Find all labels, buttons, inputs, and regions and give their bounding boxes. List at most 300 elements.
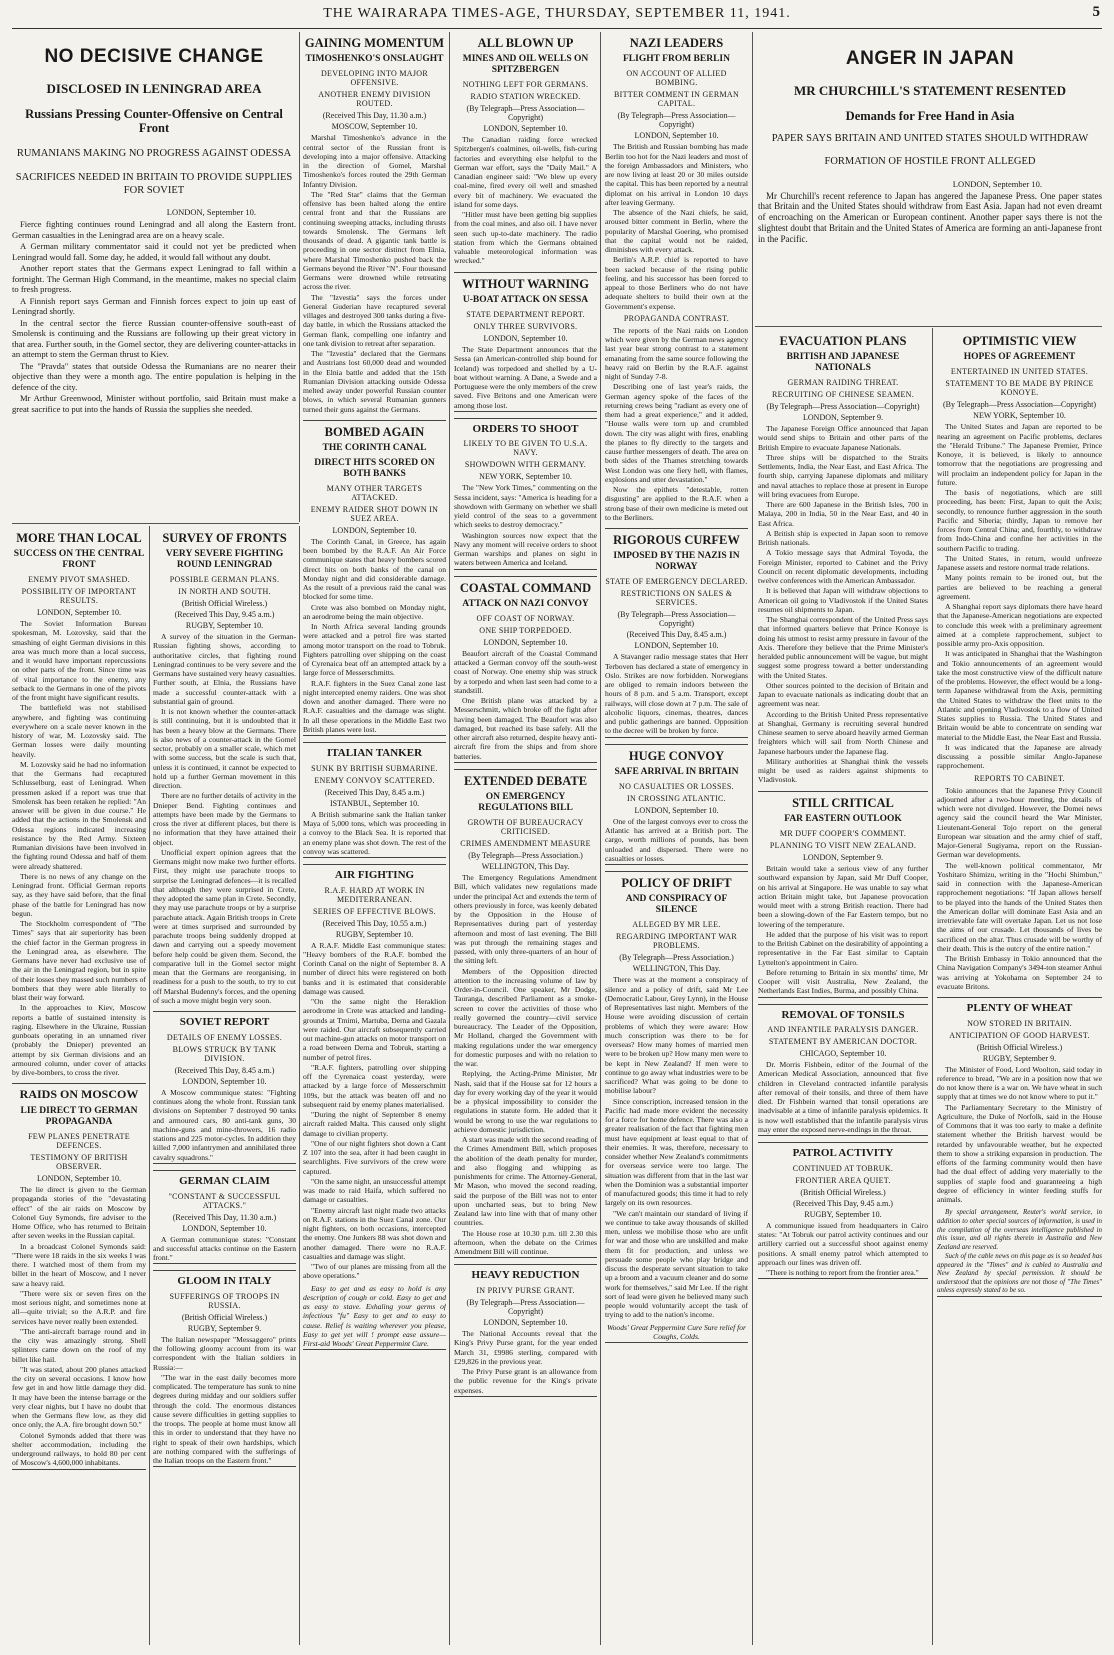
paragraph: A British ship is expected in Japan soon to remove British nationals. (758, 528, 928, 548)
deck: STATEMENT TO BE MADE BY PRINCE KONOYE. (945, 379, 1094, 398)
deck: SUFFERINGS OF TROOPS IN RUSSIA. (169, 1291, 280, 1310)
deck: TESTIMONY OF BRITISH OBSERVER. (30, 1153, 128, 1172)
article-body (454, 483, 597, 567)
deck: Demands for Free Hand in Asia (845, 108, 1015, 123)
article-body (937, 422, 1102, 770)
deck: DIRECT HITS SCORED ON BOTH BANKS (314, 458, 435, 480)
paragraph: Britain would take a serious view of any further southward expansion by Japan, said Mr Duff Cooper, on his arrival at Singapore. He was unable to say what action Britain might take, but Japanese provocation would meet with a strong British reaction. There had been a slowing-down of the Far Eastern tempo, but no lowering of the temperature. (758, 864, 928, 929)
credit: (British Official Wireless.) (800, 1187, 886, 1197)
article-body (12, 219, 296, 414)
headline: RIGOROUS CURFEW (613, 533, 740, 548)
paragraph: Mr Arthur Greenwood, Minister without portfolio, said Britain must make a great sacrifice to put into the hands of Russia the supplies she needed. (12, 393, 296, 414)
paragraph: A R.A.F. Middle East communique states: "Heavy bombers of the R.A.F. bombed the Corinth Canal on the night of September 8. A number of direct hits were registered on both banks and it is estimated that considerable damage was caused. (303, 940, 446, 996)
deck: RECRUITING OF CHINESE SEAMEN. (771, 390, 915, 400)
paragraph: Military authorities at Shanghai think the vessels might be used as raiders against shipments to Vladivostok. (758, 756, 928, 785)
paragraph: Marshal Timoshenko's advance in the central sector of the Russian front is developing into a major offensive. Attacking in the direction of Gomel, Marshal Timoshenko's forces routed the 29th German Infantry Division. (303, 133, 446, 189)
paragraph: "The war in the east daily becomes more complicated. The temperature has sunk to nine degrees during midday and our soldiers suffer through the cold. The enormous distances cause severe difficulties in getting supplies to the troops. The people at home must know all this in order to understand that they have no right to speak of their own hardships, which are nothing compared with the sufferings of the Italian troops on the Eastern front." (153, 1372, 296, 1466)
section-rule (755, 326, 1102, 327)
paragraph: According to the British United Press representative at Shanghai, Germany is recruiting several hundred Chinese seamen to serve aboard heavily armed German freighters which will sail from North Chinese and Japanese harbours under the Japanese flag. (758, 709, 928, 756)
column-a (12, 527, 146, 1645)
deck: RESTRICTIONS ON SALES & SERVICES. (620, 589, 733, 608)
article-extended-debate (454, 769, 597, 1258)
received-note: (Received This Day, 11.30 a.m.) (172, 1212, 277, 1222)
headline: SOVIET REPORT (179, 1016, 270, 1029)
deck: BLOWS STRUCK BY TANK DIVISION. (172, 1044, 277, 1063)
headline: COASTAL COMMAND (459, 580, 592, 595)
paragraph: The "Izvestia" says the forces under General Guderian have recaptured several villages and destroyed 300 tanks during a five-day battle, in which the Russians attacked the German flank, compelling one infantry and one tank division to retreat after separation. (303, 292, 446, 348)
article-body (605, 142, 748, 311)
paragraph: A Stavanger radio message states that Herr Terboven has declared a state of emergency in Oslo. Strikes are now forbidden. Norwegians are obliged to remain indoors between the hours of 8 p.m. and 5 a.m. Transport, except railways, will close down at 7 p.m. The sale of alcoholic liquors, cinemas, theatres, dances and public gatherings are banned. Opposition to the decree will be broken by force. (605, 652, 748, 736)
deck: Russians Pressing Counter-Offensive on Central Front (25, 106, 283, 136)
article-nazi-leaders (605, 36, 748, 522)
deck: NOTHING LEFT FOR GERMANS. (462, 80, 589, 90)
dateline: LONDON, September 10. (37, 608, 121, 618)
article-removal-of-tonsils (758, 1004, 928, 1137)
paragraph: Such of the cable news on this page as is so headed has appeared in the "Times" and is cabled to Australia and New Zealand by special permission. It should be understood that the opinions are not those of "The Times" unless expressly stated to be so. (937, 1252, 1102, 1295)
dateline: LONDON, September 10. (37, 1174, 121, 1184)
paragraph: In the approaches to Kiev, Moscow reports a battle of sustained intensity is raging. Elsewhere in the Ukraine, Russian gunboats operating in an unnamed river (probably the Dnieper) prevented an attempt by six German divisions and an armoured column, under cover of attacks by dive-bombers, to cross the river. (12, 1003, 146, 1078)
paragraph: A start was made with the second reading of the Crimes Amendment Bill, which proposes the abolition of the death penalty for murder, and also flogging and whipping as punishments for crime. The Attorney-General, Mr Mason, who moved the second reading, said the purpose of the Bill was not to enter upon uncharted seas, but to bring New Zealand law into line with that of many other countries. (454, 1135, 597, 1228)
deck: ANTICIPATION OF GOOD HARVEST. (949, 1030, 1090, 1040)
paragraph: There are 600 Japanese in the British Isles, 700 in Malaya, 200 in India, 50 in the Near East, and 40 in East Africa. (758, 500, 928, 528)
article-body (605, 975, 748, 1319)
deck: AND CONSPIRACY OF SILENCE (625, 894, 728, 916)
paragraph: A British submarine sank the Italian tanker Maya of 5,000 tons, which was proceeding in a convoy to the Black Sea. It is reported that an enemy plane was shot down. The rest of the convoy was scattered. (303, 809, 446, 856)
deck: SERIES OF EFFECTIVE BLOWS. (313, 906, 436, 916)
deck: LIE DIRECT TO GERMAN PROPAGANDA (20, 1106, 138, 1128)
credit: (By Telegraph—Press Association.) (619, 953, 734, 963)
column-rule (449, 32, 450, 1645)
dateline: RUGBY, September 9. (187, 1323, 262, 1333)
credit: (By Telegraph—Press Association—Copyright) (617, 111, 736, 130)
paragraph: "Two of our planes are missing from all the above operations." (303, 1262, 446, 1281)
paragraph: The "Red Star" claims that the German offensive has been halted along the entire central front and that the Russians are continuing sweeping attacks, including thrusts towards Smolensk. The Germans left thousands of dead. A gigantic tank battle is proceeding in one sector distinct from Elnia, where Marshal Timoshenko pushed back the Germans beyond the River "N". Four thousand Germans were drowned while retreating across the river. (303, 189, 446, 292)
paragraph: The Italian newspaper "Messaggero" prints the following gloomy account from its war correspondent with the Italian soldiers in Russia:— (153, 1334, 296, 1372)
dateline: LONDON, September 9. (803, 413, 883, 423)
article-orders-to-shoot (454, 418, 597, 570)
deck: POSSIBILITY OF IMPORTANT RESULTS. (21, 587, 137, 606)
headline: ANGER IN JAPAN (845, 48, 1015, 69)
deck: NO CASUALTIES OR LOSSES. (619, 781, 734, 791)
column-d (454, 34, 597, 1644)
paragraph: There are no further details of activity in the Dnieper Bend. Fighting continues and attempts have been made by the Germans to cross the river at different places, but there is no information that they have attained their object. (153, 791, 296, 847)
received-note: (Received This Day, 10.55 a.m.) (322, 918, 427, 928)
paragraph: The British and Russian bombing has made Berlin too hot for the Nazi leaders and most of the foreign Ambassadors and Ministers, who are now living at least 20 or 30 miles outside the capital. This has been reported by a neutral diplomat on his arrival in London 10 days after leaving Germany. (605, 142, 748, 207)
deck: STATE OF EMERGENCY DECLARED. (605, 577, 748, 587)
paragraph: Tokio announces that the Japanese Privy Council adjourned after a two-hour meeting, the details of which were not divulged. However, the Domei news agency said the council heard the War Minister, Lieutenant-General Tojo report on the general European war situation and the army chief of staff, Major-General Sugiyama, report on the Russian-German war developments. (937, 785, 1102, 860)
deck: BITTER COMMENT IN GERMAN CAPITAL. (613, 90, 740, 109)
deck: ATTACK ON NAZI CONVOY (462, 599, 589, 610)
paragraph: The Parliamentary Secretary to the Ministry of Agriculture, the Duke of Norfolk, said in the House of Commons that it was too early to make a definite statement whether the British harvest would be retarded by unfavourable weather, but he expected them to show a striking expansion in production. The efforts of the farming community would then have had the dual effect of adding very materially to the supplies of staple food and guaranteeing a high degree of efficiency in winter feeding stuffs for animals. (937, 1102, 1102, 1205)
deck: ON EMERGENCY REGULATIONS BILL (478, 792, 573, 814)
headline: MORE THAN LOCAL (16, 531, 142, 545)
deck: DETAILS OF ENEMY LOSSES. (166, 1032, 283, 1042)
credit: (British Official Wireless.) (181, 1312, 268, 1322)
paragraph: Describing one of last year's raids, the German agency spoke of the faces of the returning crews being "radiant as every one of them had a great experience," and it added, "House walls were torn up and crumbled down. The city was alight with fires, enabling the planes to fly directly to the targets and cause further messengers of death. The area on both sides of the Thames stretching towards West London was one fiery hell, with flames, explosions and utter devastation." (605, 382, 748, 484)
deck: ONE SHIP TORPEDOED. (479, 625, 572, 635)
article-body (454, 1329, 597, 1395)
deck: GROWTH OF BUREAUCRACY CRITICISED. (467, 818, 584, 837)
paragraph: There was at the moment a conspiracy of silence and a policy of drift, said Mr Lee (Democratic Labour, Grey Lynn), in the House of Representatives last night. Members of the House were avoiding discussion of certain problems of which they were aware: How much conscription was there to be for overseas? How many homes of married men were to be broken up? How many men were to be kept in New Zealand? If men were to continue to go away what industries were to be sacrificed? What was going to be done to mobilise labour? (605, 975, 748, 1096)
credit: (By Telegraph—Press Association.) (468, 851, 583, 861)
deck: "CONSTANT & SUCCESSFUL ATTACKS." (168, 1191, 281, 1210)
dateline: RUGBY, September 10. (804, 1209, 882, 1219)
paragraph: The Corinth Canal, in Greece, has again been bombed by the R.A.F. An Air Force communique states that heavy bombers scored direct hits on both banks of the canal on Monday night and did considerable damage. As the result of a previous raid the canal was blocked for some time. (303, 536, 446, 602)
headline: NAZI LEADERS (629, 36, 724, 50)
column-f (758, 330, 928, 1645)
deck: THE CORINTH CANAL (322, 443, 427, 454)
paragraph: In a broadcast Colonel Symonds said: "There were 18 raids in the six weeks I was there. I watched most of them from my billet in the heart of Moscow, and I never saw a heavy raid. (12, 1241, 146, 1288)
deck: FRONTIER AREA QUIET. (795, 1175, 891, 1185)
paragraph: The United States and Japan are reported to be nearing an agreement on Pacific problems, declares the "Herald Tribune." The Japanese Premier, Prince Konoye, it is believed, is likely to announce tomorrow that the negotiations are progressing and will proclaim an independent policy for Japan in the future. (937, 422, 1102, 487)
headline: NO DECISIVE CHANGE (44, 46, 264, 67)
dateline: MOSCOW, September 10. (331, 122, 418, 132)
paragraph: Replying, the Acting-Prime Minister, Mr Nash, said that if the House sat for 12 hours a day for every working day of the year it would be a physical impossibility to consider the regulations in statute form. He added that it would be wrong to use the war regulations to achieve domestic jurisdiction. (454, 1069, 597, 1134)
paragraph: Fierce fighting continues round Leningrad and all along the Eastern front. German casualties in the Leningrad area are on a heavy scale. (12, 219, 296, 240)
paragraph: The well-known political commentator, Mr Yoshitaro Shimizu, writing in the "Hochi Shimbun," said in connection with the Japanese-American rapprochement negotiations: "If Japan allows herself to be played into the hands of the United States then the American dollar will dominate East Asia and an irretrievable fate will overtake Japan. Let us not lose the aims of our crusade. Let thousands of lives be sacrificed on the altar. Thus crusade will be worthy of their death. This is the outcry of the entire nation." (937, 860, 1102, 953)
article-without-warning (454, 272, 597, 412)
deck: MR CHURCHILL'S STATEMENT RESENTED (794, 83, 1066, 98)
deck: IN NORTH AND SOUTH. (178, 587, 271, 597)
article-momentum (303, 36, 446, 414)
paragraph: The absence of the Nazi chiefs, he said, aroused bitter comment in Berlin, where the popularity of Marshal Goering, who promised that the capital would not be raided, diminishes with every attack. (605, 208, 748, 255)
column-rule (600, 32, 601, 1645)
ad-text: Woods' Great Peppermint Cure Sure relief for Coughs, Colds. (607, 1322, 746, 1341)
dateline: WELLINGTON, This Day. (632, 964, 721, 974)
paragraph: Unofficial expert opinion agrees that the Germans might now make two further efforts. First, they might use parachute troops to surprise the Leningrad defences—it is recalled that although they were surprised in Crete, they adopted the same plan in Crete. Secondly, they may use parachute troops or by a surprise parachute attack. Again British troops in Crete were at times surprised and surrounded by parachute troops being suddenly dropped at dawn and carrying out a speedy movement before help could be given them. Second, the comparative lull in the Gomel sector might mean that the Germans are reorganising, in readiness for a push to the south, to try to cut off Marshal Budenny's forces, and the opening of such a move might begin very soon. (153, 847, 296, 1005)
deck: SHOWDOWN WITH GERMANY. (464, 460, 587, 470)
deck: CRIMES AMENDMENT MEASURE (460, 839, 591, 849)
paragraph: Colonel Symonds added that there was shelter accommodation, including the underground railways, to hold 80 per cent of Moscow's 4,600,000 inhabitants. (12, 1430, 146, 1468)
paragraph: By special arrangement, Reuter's world service, in addition to other special sources of information, is used in the compilation of the overseas intelligence published in this issue, and all rights therein in Australia and New Zealand are reserved. (937, 1208, 1102, 1251)
received-note: (Received This Day, 8.45 a.m.) (626, 630, 727, 640)
article-patrol-activity (758, 1142, 928, 1279)
article-heavy-reduction (454, 1264, 597, 1396)
paragraph: In the central sector the fierce Russian counter-offensive south-east of Smolensk is continuing and the Russians are following up their great victory in that area. Further south, in the Gomel sector, they are delivering counter-attacks in an attempt to stem the German thrust to Kiev. (12, 317, 296, 360)
paragraph: Other sources pointed to the decision of Britain and Japan to evacuate nationals as indicating doubt that an agreement was near. (758, 680, 928, 709)
received-note: (Received This Day, 9.45 a.m.) (174, 610, 275, 620)
article-tanker (303, 742, 446, 858)
article-body (454, 135, 597, 266)
deck: AND INFANTILE PARALYSIS DANGER. (767, 1025, 919, 1035)
deck: IN PRIVY PURSE GRANT. (476, 1286, 575, 1296)
column-e (605, 34, 748, 1644)
dateline: LONDON, September 9. (803, 853, 883, 863)
received-note: (Received This Day, 11.30 a.m.) (322, 111, 427, 121)
paragraph: A German communique states: "Constant and successful attacks continue on the Eastern front." (153, 1234, 296, 1262)
article-body (303, 810, 446, 856)
paragraph: The Canadian raiding force wrecked Spitzbergen's coalmines, oil-wells, fish-curing factories and everything else helpful to the German war effort, says the "Daily Mail." A Canadian engineer said: "We blew up every coal-mine, fired every oil well and smashed every bit of machinery. We evacuated the island for some days. (454, 135, 597, 209)
paragraph: Dr. Morris Fishbein, editor of the Journal of the American Medical Association, announced that five children in Cleveland contracted infantile paralysis after removal of their tonsils, and three of them have died. Dr Fishbein warned that tonsil operations are inadvisable at a time of infantile paralysis epidemics. It is now well established that the infantile paralysis virus may enter the exposed nerve-endings in the throat. (758, 1060, 928, 1134)
deck: PAPER SAYS BRITAIN AND UNITED STATES SHOULD WITHDRAW (771, 133, 1089, 145)
dateline: LONDON, September 10. (483, 637, 568, 647)
headline: EXTENDED DEBATE (463, 773, 588, 788)
paragraph: The "Pravda" states that outside Odessa the Rumanians are no nearer their objective than they were a month ago. The entire population is helping in the defence of the city. (12, 360, 296, 392)
dateline: LONDON, September 10. (332, 525, 417, 535)
credit: (By Telegraph—Press Association—Copyright) (766, 402, 920, 412)
deck: ANOTHER ENEMY DIVISION ROUTED. (318, 90, 431, 109)
received-note: (Received This Day, 8.45 a.m.) (324, 787, 425, 797)
column-rule (752, 32, 753, 1645)
paragraph: A Moscow communique states: "Fighting continues along the whole front. Russian tank divisions on September 7 destroyed 90 tanks and armoured cars, 80 anti-tank guns, 30 machine-guns and mine-throwers, 16 radio stations and 225 motor-cycles. In addition they killed 7,000 infantrymen and annihilated three cavalry squadrons." (153, 1087, 296, 1162)
article-still-critical (758, 791, 928, 998)
column-c (303, 34, 446, 1644)
masthead (0, 0, 1114, 26)
deck: SACRIFICES NEEDED IN BRITAIN TO PROVIDE SUPPLIES FOR SOVIET (15, 172, 293, 196)
deck: VERY SEVERE FIGHTING ROUND LENINGRAD (165, 549, 284, 571)
paragraph: The Soviet Information Bureau spokesman, M. Lozovsky, said that the smashing of eight German divisions in this area was much more than a local success, and it would have important repercussions on other parts of the front. Since time was of vital importance to the enemy, any setback to the Germans in one of the pivots of the front might have significant results. (12, 619, 146, 703)
column-rule (299, 526, 300, 1645)
section-rule (12, 523, 299, 524)
credit: (British Official Wireless.) (181, 599, 268, 609)
paragraph: The State Department announces that the Sessa (an American-controlled ship bound for Iceland) was torpedoed and shelled by a U-boat without warning. A Dane, a Swede and a Portuguese were the only members of the crew saved. Five Britons and one American were among those lost. (454, 345, 597, 410)
paragraph: Members of the Opposition directed attention to the increasing volume of law by Order-in-Council. One speaker, Mr Dodge, Tauranga, described Parliament as a smoke-screen to cover the activities of those who really governed the country—civil service bureaucracy. The Leader of the Opposition, Mr Holland, charged the Government with making regulations under the war emergency for domestic purposes and with no relation to the war. (454, 966, 597, 1069)
page-number: 5 (1092, 4, 1100, 20)
dateline: RUGBY, September 10. (335, 929, 414, 939)
dateline: ISTANBUL, September 10. (329, 798, 420, 808)
article-body (454, 345, 597, 410)
article-all-blown-up (454, 36, 597, 266)
dateline: LONDON, September 10. (634, 641, 719, 651)
deck: ENEMY CONVOY SCATTERED. (314, 775, 435, 785)
paragraph: The lie direct is given to the German propaganda stories of the "devastating effect" of the air raids on Moscow by Colonel Guy Symonds, fire adviser to the Home Office, who has returned to Britain after seven weeks in the Russian capital. (12, 1185, 146, 1241)
paragraph: "During the night of September 8 enemy aircraft raided Malta. This caused only slight damage to civilian property. (303, 1110, 446, 1138)
dateline: RUGBY, September 9. (982, 1053, 1057, 1063)
paragraph: The Stockholm correspondent of "The Times" says that air superiority has been the chief factor in the German progress in the Leningrad area, as elsewhere. The Germans have never had exclusive use of the air in the Leningrad region, but in spite of their losses they massed such numbers of bombers that they were able literally to blast their way forward. (12, 919, 146, 1003)
paragraph: The Shanghai correspondent of the United Press says that informed quarters believe that Prince Konoye is doing his utmost to resist army pressure in favour of the Axis. Therefore they believe that the Prime Minister's heralded public announcement will be vague, but might suggest some progress toward a better understanding with the United States. (758, 615, 928, 680)
deck: STATE DEPARTMENT REPORT. (466, 310, 585, 320)
paragraph: The "Izvestia" declared that the Germans and Austrians lost 60,000 dead and wounded in the Elnia battle and added that the 15th Rumanian Division attacking outside Odessa melted away under powerful Russian counter blows, in which several Rumanian gunners turned their guns against the Germans. (303, 349, 446, 414)
deck: ENTERTAINED IN UNITED STATES. (950, 367, 1089, 377)
paragraph: Three ships will be dispatched to the Straits Settlements, India, the Near East, and East Africa. The fourth ship, carrying Japanese diplomats and military and naval attaches to replace those at present in Europe will bring evacuees from Europe. (758, 452, 928, 499)
credit: (By Telegraph—Press Association—Copyright) (942, 400, 1097, 410)
article-optimistic-view (937, 334, 1102, 991)
paragraph: "There were six or seven fires on the most serious night, and sometimes none at all—quite trivial; so the A.R.P. and fire services have never really been extended. (12, 1288, 146, 1326)
dateline: LONDON, September 10. (182, 1076, 267, 1086)
article-body (454, 873, 597, 1256)
subhead: PROPAGANDA CONTRAST. (623, 313, 730, 323)
deck: SUCCESS ON THE CENTRAL FRONT (13, 549, 145, 571)
paragraph: "Hitler must have been getting big supplies from the coal mines, and also oil. I have never seen such up-to-date machinery. The radio station from which the Germans obtained valuable meteorological information was wrecked." (454, 210, 597, 266)
deck: GERMAN RAIDING THREAT. (787, 378, 899, 388)
credit: (By Telegraph—Press Association—Copyright) (617, 610, 736, 629)
paragraph: The Japanese Foreign Office announced that Japan would send ships to Britain and other parts of the British Empire to evacuate Japanese Nationals. (758, 424, 928, 452)
paragraph: It was indicated that the Japanese are already discussing a possible similar Anglo-Japanese rapprochement. (937, 742, 1102, 771)
ad-text: Easy to get and as easy to hold is any description of cough or cold. Easy to get and as easy to stave. Exhaling your germs of infectious "fu" Easy to get and to easy to cause. Relief is waiting wherever you please, Easy to get yet will ! prompt ease assure— First-aid Woods' Great Peppermint Cure. (303, 1283, 446, 1349)
paragraph: One of the largest convoys ever to cross the Atlantic has arrived at a British port. The cargo, worth millions of pounds, has been unloaded and dispersed. There were no casualties or losses. (605, 816, 748, 863)
paragraph: "It was stated, about 200 planes attacked the city on several occasions. I know how few get in and how little damage they did. It may have been the intense barrage or the very clear nights, but I have no doubt that when the Germans flew low, as they did once only, the A.A. fire brought down 50." (12, 1364, 146, 1430)
deck: FORMATION OF HOSTILE FRONT ALLEGED (824, 155, 1036, 167)
paragraph: "R.A.F. fighters, patrolling over shipping off the Cyrenaica coast yesterday, were attacked by a large force of Messerschmitt 109s, but the attack was beaten off and no subsequent raid by enemy planes materialised. (303, 1062, 446, 1109)
headline: AIR FIGHTING (334, 869, 415, 882)
headline: GLOOM IN ITALY (177, 1275, 272, 1288)
credit: (By Telegraph—Press Association—Copyright) (466, 104, 585, 123)
article-body (758, 1221, 928, 1278)
headline: PATROL ACTIVITY (792, 1147, 894, 1160)
paragraph: Another report states that the Germans expect Leningrad to fall within a fortnight. The German High Command, in the meantime, makes no special claim to fresh progress. (12, 263, 296, 295)
dateline: LONDON, September 10. (952, 178, 1042, 189)
paragraph: A Tokio message says that Admiral Toyoda, the Foreign Minister, reported to Cabinet and the Privy Council on recent diplomatic developments, including twelve conferences with the American Ambassador. (758, 548, 928, 586)
paragraph: It was anticipated in Shanghai that the Washington and Tokio announcements of an agreement would take the most constructive view of the difficult nature of the problems. However, the effect would be a long-term Japanese withdrawal from the Axis, permitting the United States to withdraw the fleet units to the Atlantic and opening Vladivostok to a flow of United States supplies to Russia. The United States and Britain would be able to concentrate on sending war material to the Middle East, the Near East and Russia. (937, 649, 1102, 742)
headline: ALL BLOWN UP (477, 36, 574, 50)
article-body (937, 1065, 1102, 1205)
article-body (12, 1185, 146, 1468)
deck: FLIGHT FROM BERLIN (623, 54, 730, 65)
article-air-fighting (303, 864, 446, 1350)
paragraph: He added that the purpose of his visit was to report to the British Cabinet on the desirability of appointing a representative in the Far East similar to Captain Lyttelton's appointment in Cairo. (758, 929, 928, 967)
headline: BOMBED AGAIN (324, 424, 425, 439)
deck: SAFE ARRIVAL IN BRITAIN (614, 766, 739, 777)
paragraph: Now the epithets "detestable, rotten disgusting" are applied to the R.A.F. when a strong base of their own medicine is meted out to the Berliners. (605, 485, 748, 522)
headline: PLENTY OF WHEAT (966, 1002, 1073, 1015)
deck: ON ACCOUNT OF ALLIED BOMBING. (626, 69, 727, 88)
headline: REMOVAL OF TONSILS (781, 1008, 905, 1021)
deck: HOPES OF AGREEMENT (963, 352, 1076, 363)
paragraph: A Shanghai report says diplomats there have heard that the Japanese-American negotiations are expected to conclude this week with a preliminary agreement aimed at a complete rapprochement, subject to possible army pro-Axis opposition. (937, 602, 1102, 649)
deck: IN CROSSING ATLANTIC. (627, 793, 726, 803)
paragraph: "We can't maintain our standard of living if we continue to take away thousands of skilled men, unless we mobilise those who are unfit for war and those who are unskilled and make them fit for production, and unless we persuade some people who play bridge and discuss the desperate servant situation to take up a broom and a vacuum cleaner and do some work for themselves," said Mr Lee. If the right sort of lead were given he believed many such people would voluntarily accept the task of trying to add to the nation's income. (605, 1208, 748, 1320)
paragraph: The "New York Times," commenting on the Sessa incident, says: "America is heading for a showdown with Germany on whether we shall yield control of the seas to a government which seeks to destroy democracy." (454, 483, 597, 530)
paragraph: R.A.F. fighters in the Suez Canal zone last night intercepted enemy raiders. One was shot down and another damaged. There were no R.A.F. casualties and the damage was slight. In all these operations in the Middle East two British planes were lost. (303, 678, 446, 734)
paragraph: Berlin's A.R.P. chief is reported to have been sacked because of the rising public feeling, and his successor has been forced to appeal to those Berliners who do not have adequate shelters to build their own at the Government's expense. (605, 255, 748, 311)
deck: BRITISH AND JAPANESE NATIONALS (786, 352, 900, 374)
headline: ITALIAN TANKER (326, 747, 423, 760)
deck: TIMOSHENKO'S ONSLAUGHT (305, 54, 444, 65)
credit: (By Telegraph—Press Association—Copyright) (466, 1298, 585, 1317)
deck: IMPOSED BY THE NAZIS IN NORWAY (613, 551, 740, 573)
headline: SURVEY OF FRONTS (162, 531, 287, 545)
article-gloom-in-italy (153, 1270, 296, 1467)
headline: HUGE CONVOY (628, 748, 725, 763)
paragraph: The battlefield was not stabilised anywhere, and fighting was continuing everywhere on a scale never known in the history of war, M. Lozovsky said. The German losses were daily mounting heavily. (12, 703, 146, 759)
paragraph: The Minister of Food, Lord Woolton, said today in reference to bread, "We are in a position now that we do not know there is a war on. We have wheat in such supply that at times we do not know where to put it." (937, 1064, 1102, 1102)
dateline: RUGBY, September 10. (185, 621, 264, 631)
article-body (153, 632, 296, 1005)
article-body (605, 817, 748, 863)
article-survey-of-fronts (153, 531, 296, 1005)
paragraph: A German military commentator said it could not yet be predicted when Leningrad would fall. Some day, he added, it would fall without any doubt. (12, 241, 296, 262)
received-note: (Received This Day, 8.45 a.m.) (174, 1065, 275, 1075)
deck: U-BOAT ATTACK ON SESSA (462, 295, 589, 306)
paragraph: Before returning to Britain in six months' time, Mr Cooper will visit Australia, New Zealand, the Netherlands East Indies, Burma, and possibly China. (758, 967, 928, 996)
advertisement (303, 1284, 446, 1349)
copyright-notice (937, 1208, 1102, 1294)
article-body (758, 864, 928, 996)
deck: MR DUFF COOPER'S COMMENT. (779, 829, 907, 839)
dateline: LONDON, September 10. (634, 805, 719, 815)
deck: DISCLOSED IN LENINGRAD AREA (46, 81, 262, 96)
paragraph: The reports of the Nazi raids on London which were given by the German news agency last year bear strong contrast to a statement emanating from the same source following the heavy raid on Berlin by the R.A.F. against night of Sunday 7-8. (605, 325, 748, 382)
article-plenty-of-wheat (937, 997, 1102, 1297)
deck: SUNK BY BRITISH SUBMARINE. (311, 763, 438, 773)
dateline: NEW YORK, September 10. (973, 411, 1066, 421)
paragraph: One British plane was attacked by a Messerschmitt, which broke off the fight after having been damaged. The Beaufort was also damaged, but reached its base safely. All the other aircraft also returned, despite heavy anti-aircraft fire from the ships and from shore batteries. (454, 696, 597, 761)
dateline: LONDON, September 10. (182, 1223, 267, 1233)
paragraph: Beaufort aircraft of the Coastal Command attacked a German convoy off the south-west coast of Norway. One enemy ship was struck by a torpedo and when last seen had come to a standstill. (454, 648, 597, 695)
article-huge-convoy (605, 744, 748, 866)
dateline: LONDON, September 10. (634, 131, 719, 141)
paragraph: It is not known whether the counter-attack is still continuing, but it is undoubted that it has been a heavy blow at the Germans. There is also news of a counter-attack in the Gomel sector, probably on a smaller scale, which met with some success, but the scale is such that, unless it is continued, it cannot be expected to hold up a further German movement in this direction. (153, 707, 296, 791)
deck: STATEMENT BY AMERICAN DOCTOR. (768, 1037, 918, 1047)
article-body (758, 424, 928, 785)
received-note: (Received This Day, 9.45 a.m.) (793, 1198, 893, 1208)
dateline: LONDON, September 10. (166, 207, 256, 218)
deck: LIKELY TO BE GIVEN TO U.S.A. NAVY. (463, 439, 588, 458)
headline: OPTIMISTIC VIEW (962, 334, 1077, 348)
paragraph: A survey of the situation in the German-Russian fighting shows, according to authoritative circles, that fighting round Leningrad continues to be very severe and the Germans have sustained very heavy casualties. Further south, at Elnia, the Russians have made a successful counter-attack with a substantial gain of ground. (153, 632, 296, 706)
headline: GERMAN CLAIM (179, 1174, 270, 1187)
article-more-than-local (12, 531, 146, 1077)
deck: FAR EASTERN OUTLOOK (784, 814, 902, 825)
article-body (758, 191, 1102, 246)
deck: MANY OTHER TARGETS ATTACKED. (326, 483, 423, 502)
deck: RUMANIANS MAKING NO PROGRESS AGAINST ODESSA (16, 147, 292, 159)
dateline: WELLINGTON, This Day. (481, 862, 570, 872)
column-rule (149, 526, 150, 1645)
article-body (758, 1060, 928, 1134)
article-body (303, 941, 446, 1281)
article-evacuation-plans (758, 334, 928, 785)
article-german-claim (153, 1170, 296, 1264)
paragraph: Since conscription, increased tension in the Pacific had made more evident the necessity for a force for home defence. There was also a greater realisation of the fact that fighting men must have equipment at least equal to that of their enemies. It was, therefore, necessary to consider whether New Zealand's commitments for overseas service were too large. The situation was different from that in the last war when the Dominion was a substantial importer of manufactured goods; this time it had to rely largely on its own resources. (605, 1096, 748, 1208)
article-body (303, 133, 446, 414)
masthead-title: THE WAIRARAPA TIMES-AGE, THURSDAY, SEPTEMBER 11, 1941. (323, 6, 791, 21)
paragraph: "There is nothing to report from the frontier area." (766, 1268, 919, 1278)
article-raids-on-moscow (12, 1083, 146, 1469)
deck: DEVELOPING INTO MAJOR OFFENSIVE. (320, 69, 429, 88)
paragraph: The United States, in return, would unfreeze Japanese assets and restore normal trade relations. (937, 553, 1102, 573)
paragraph: Many points remain to be ironed out, but the parties are believed to be reaching a general agreement. (937, 573, 1102, 601)
paragraph: Mr Churchill's recent reference to Japan has angered the Japanese Press. One paper states that Britain and the United States should withdraw from East Asia. Japan had not even dreamt of encroaching on the American or European continent. Another paper says there is not the slightest doubt that Britain and the United States of America are forming an anti-Japanese front in the Pacific. (758, 190, 1102, 245)
headline: ORDERS TO SHOOT (472, 422, 579, 435)
deck: OFF COAST OF NORWAY. (476, 613, 575, 623)
deck: REGARDING IMPORTANT WAR PROBLEMS. (615, 932, 738, 951)
paragraph: It is believed that Japan will withdraw objections to American oil going to Vladivostok if the United States resumes oil shipments to Japan. (758, 586, 928, 614)
deck: R.A.F. HARD AT WORK IN MEDITERRANEAN. (324, 885, 425, 904)
article-coastal-command (454, 576, 597, 763)
dateline: LONDON, September 10. (483, 1318, 568, 1328)
dateline: LONDON, September 10. (483, 334, 568, 344)
paragraph: "The anti-aircraft barrage round and in the city was amazingly strong. Shell splinters came down on the roof of my billet like hail. (12, 1326, 146, 1364)
paragraph: "One of our night fighters shot down a Cant Z 107 into the sea, after it had been caught in searchlights. Five survivors of the crew were captured. (303, 1138, 446, 1176)
subhead: REPORTS TO CABINET. (974, 773, 1065, 783)
paragraph: A Finnish report says German and Finnish forces expect to join up east of Leningrad shortly. (12, 295, 296, 317)
article-anger-in-japan (758, 34, 1102, 324)
paragraph: The British Embassy in Tokio announced that the China Navigation Company's 3494-ton steamer Anhui was arriving at Yokohama on September 24 to evacuate Britons. (937, 954, 1102, 991)
paragraph: "On the same night, an unsuccessful attempt was made to raid Haifa, which suffered no damage or casualties. (303, 1176, 446, 1205)
dateline: CHICAGO, September 10. (799, 1049, 887, 1059)
paragraph: The Emergency Regulations Amendment Bill, which validates new regulations made under the principal Act and extends the term of others previously in force, was keenly debated by the Opposition in the House of Representatives during part of yesterday afternoon and most of last evening. The Bill was put through the remaining stages and passed, with only three-quarters of an hour of the sitting left. (454, 873, 597, 966)
article-body (153, 1235, 296, 1263)
deck: ENEMY RAIDER SHOT DOWN IN SUEZ AREA. (310, 504, 439, 523)
credit: (British Official Wireless.) (976, 1042, 1063, 1052)
paragraph: The House rose at 10.30 p.m. till 2.30 this afternoon, when the debate on the Crimes Amendment Bill will continue. (454, 1228, 597, 1257)
headline: WITHOUT WARNING (462, 276, 589, 291)
paragraph: The National Accounts reveal that the King's Privy Purse grant, for the year ended March 31, £9986 sterling, compared with £29,826 in the previous year. (454, 1329, 597, 1366)
dateline: LONDON, September 10. (483, 124, 568, 134)
paragraph: "Enemy aircraft last night made two attacks on R.A.F. stations in the Suez Canal zone. Our night fighters, on both occasions, intercepted the enemy. One Junkers 88 was shot down and another damaged. There were no R.A.F. casualties and damage was slight. (303, 1205, 446, 1261)
deck: MINES AND OIL WELLS ON SPITZBERGEN (462, 54, 589, 76)
column-rule (299, 32, 300, 522)
deck: ONLY THREE SURVIVORS. (473, 322, 578, 332)
column-b (153, 527, 296, 1645)
paragraph: "On the same night the Heraklion aerodrome in Crete was attacked and landing-grounds at Tmimi, Martuba, Derna and Gazala were raided. Our aircraft subsequently carried out machine-gun attacks on motor transport on a road between Derna and Tobruk, starting a number of petrol fires. (303, 997, 446, 1062)
advertisement (605, 1323, 748, 1342)
article-soviet-report (153, 1011, 296, 1164)
article-body (605, 326, 748, 522)
article-body (153, 1335, 296, 1466)
headline: HEAVY REDUCTION (471, 1269, 580, 1282)
